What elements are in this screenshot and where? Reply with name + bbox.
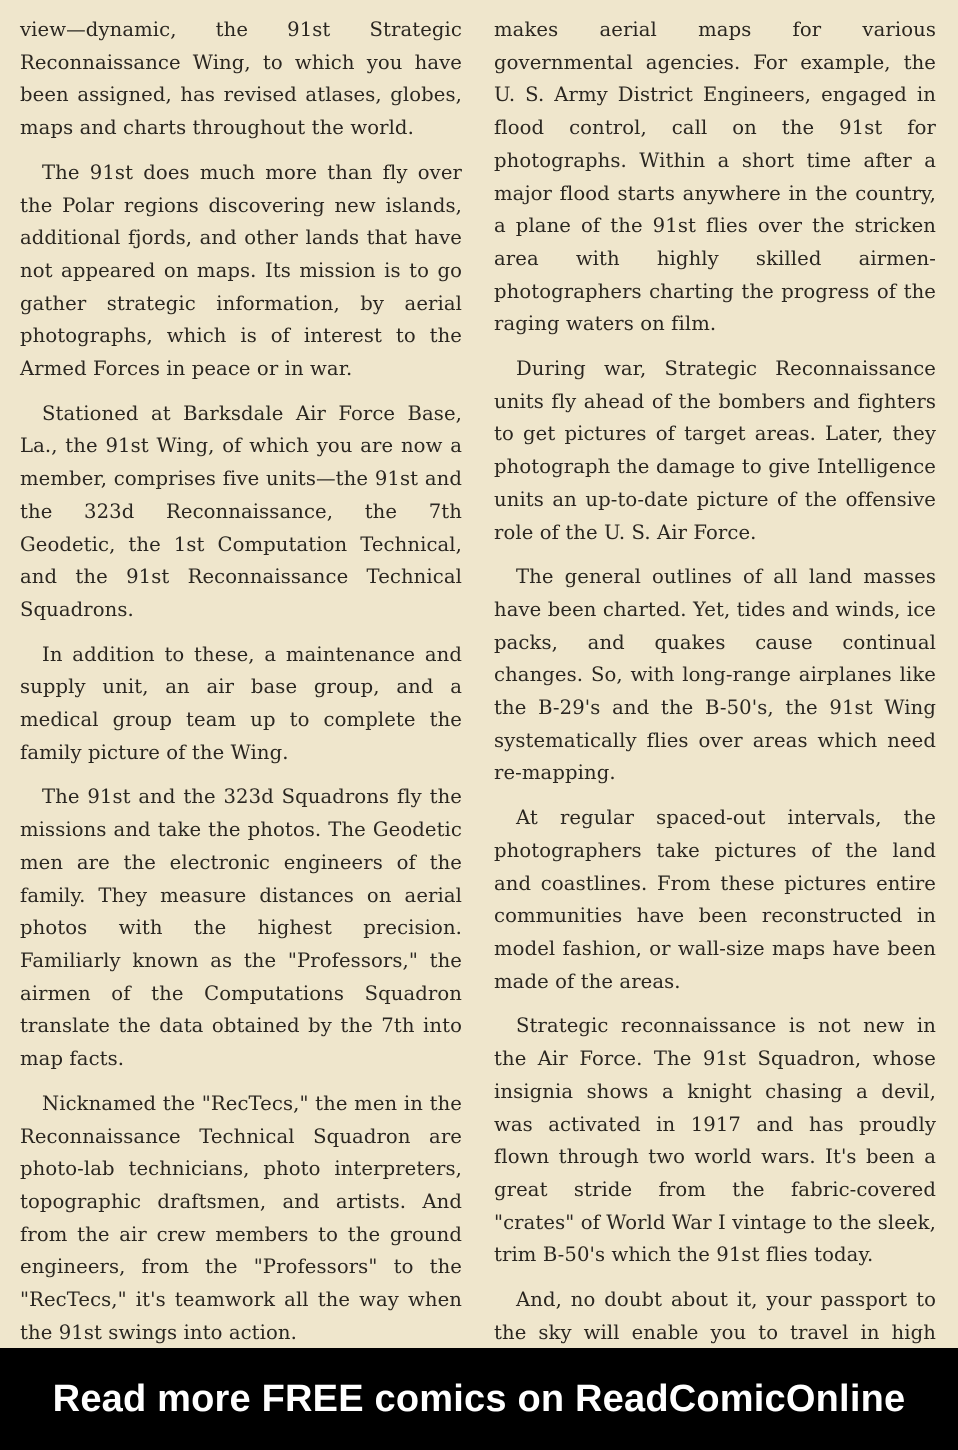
article-left-column: [20, 14, 462, 1348]
article-paragraph: The 91st and the 323d Squadrons fly the missions and take the photos. The Geodetic men are the electronic engineers of the family. They measure distances on aerial photos with the highest precision. Familiarly known as the "Professors," the airmen of the Computations Squadron translate the data obtained by the 7th into map facts.: [20, 785, 462, 1071]
article-paragraph: At regular spaced-out intervals, the photographers take pictures of the land and coastlines. From these pictures entire communities have been reconstructed in model fashion, or wall-size maps have been made of the areas.: [494, 806, 936, 993]
article-paragraph: Stationed at Barksdale Air Force Base, La., the 91st Wing, of which you are now a member, comprises five units—the 91st and the 323d Reconnaissance, the 7th Geodetic, the 1st Computation Technical, and the 91st Reconnaissance Technical Squadrons.: [20, 401, 462, 621]
article-paragraph: view—dynamic, the 91st Strategic Reconnaissance Wing, to which you have been assigned, has revised atlases, globes, maps and charts throughout the world.: [20, 18, 462, 140]
promo-banner-text[interactable]: Read more FREE comics on ReadComicOnline: [52, 1377, 906, 1420]
article-paragraph: The 91st does much more than fly over the Polar regions discovering new islands, additional fjords, and other lands that have not appeared on maps. Its mission is to go gather strategic information, by aerial photographs, which is of interest to the Armed Forces in peace or in war.: [20, 160, 462, 381]
article-paragraph: In addition to these, a maintenance and supply unit, an air base group, and a medical group team up to complete the family picture of the Wing.: [20, 642, 462, 764]
promo-banner[interactable]: [0, 1348, 958, 1450]
article-paragraph: Strategic reconnaissance is not new in the Air Force. The 91st Squadron, whose insignia shows a knight chasing a devil, was activated in 1917 and has proudly flown through two world wars. It's been a great stride from the fabric-covered "crates" of World War I vintage to the sleek, trim B-50's which the 91st flies today.: [494, 1014, 936, 1267]
article-right-column: [494, 14, 936, 1348]
article-paragraph: And, no doubt about it, your passport to the sky will enable you to travel in high: [494, 1288, 936, 1344]
article-paragraph: makes aerial maps for various governmental agencies. For example, the U. S. Army District Engineers, engaged in flood control, call on the 91st for photographs. Within a short time after a major flood starts anywhere in the country, a plane of the 91st flies over the stricken area with highly skilled airmen-photographers charting the progress of the raging waters on film.: [494, 18, 936, 336]
article-paragraph: Nicknamed the "RecTecs," the men in the Reconnaissance Technical Squadron are photo-lab technicians, photo interpreters, topographic draftsmen, and artists. And from the air crew members to the ground engineers, from the "Professors" to the "RecTecs," it's teamwork all the way when the 91st swings into action.: [20, 1091, 462, 1344]
article-paragraph: During war, Strategic Reconnaissance units fly ahead of the bombers and fighters to get pictures of target areas. Later, they photograph the damage to give Intelligence units an up-to-date picture of the offensive role of the U. S. Air Force.: [494, 357, 936, 544]
article-paragraph: The general outlines of all land masses have been charted. Yet, tides and winds, ice packs, and quakes cause continual changes. So, with long-range airplanes like the B-29's and the B-50's, the 91st Wing systematically flies over areas which need re-mapping.: [494, 565, 936, 785]
